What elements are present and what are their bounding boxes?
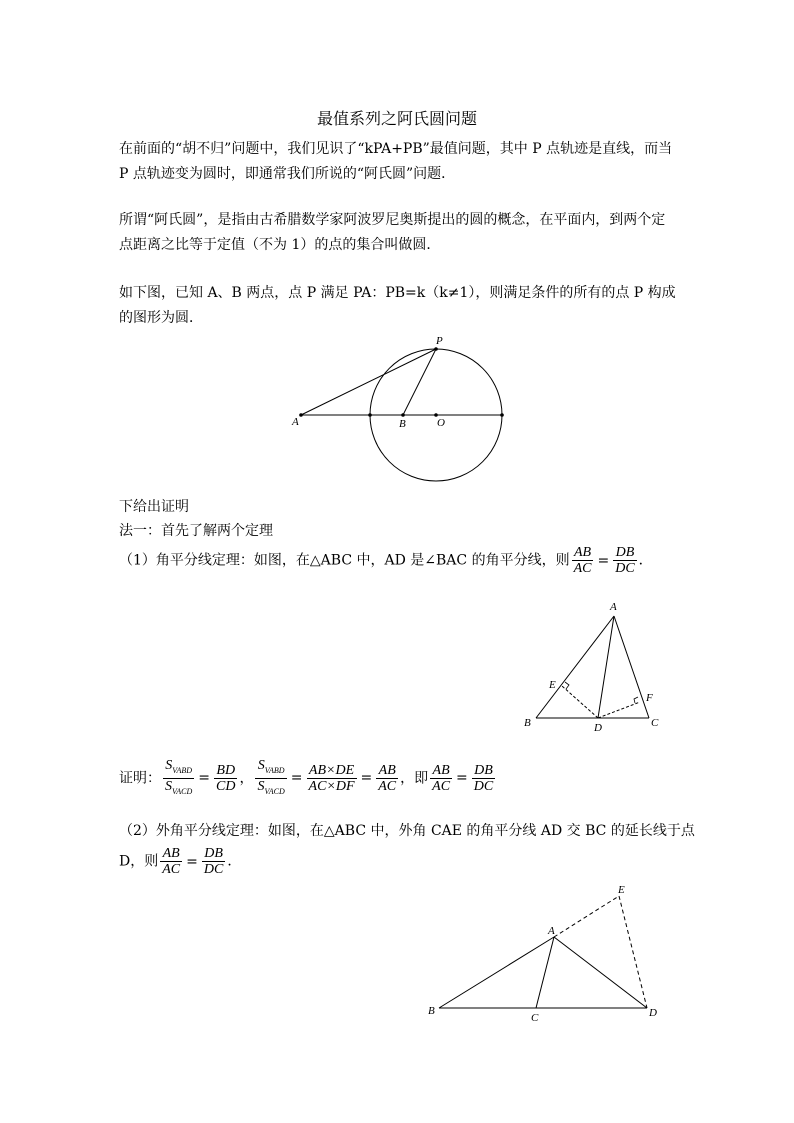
right-angle-f: [634, 697, 638, 703]
side-ab: [439, 937, 554, 1008]
fraction-ab-ac: $\frac{AB}{AC}$: [573, 545, 592, 576]
label-p: P: [436, 335, 443, 347]
perpendicular-df: [598, 702, 640, 718]
side-ac: [614, 616, 649, 718]
label-c: C: [531, 1012, 539, 1024]
label-c: C: [651, 717, 659, 729]
label-b: B: [428, 1005, 435, 1017]
label-e: E: [618, 884, 625, 896]
proof-label: 证明：: [119, 770, 161, 787]
fraction-ab-ac-conclusion: $\frac{AB}{AC}$: [432, 762, 451, 794]
fraction-area-ratio: $\frac{S_{VABD}}{S_{VACD}}$: [165, 758, 193, 796]
bisector-ad: [554, 937, 647, 1008]
method-heading: 法一：首先了解两个定理: [119, 523, 273, 539]
label-a: A: [292, 416, 299, 428]
point-p: [434, 347, 438, 351]
bisector-ad: [598, 616, 614, 718]
point-left-intersection: [368, 413, 372, 417]
proof-heading: 下给出证明: [119, 499, 189, 515]
definition-paragraph: 所谓“阿氏圆”，是指由古希腊数学家阿波罗尼奥斯提出的圆的概念，在平面内，到两个定点距离之比等于定值（不为 1）的点的集合叫做圆．: [119, 212, 666, 253]
point-right-intersection: [500, 413, 504, 417]
side-ab: [536, 616, 614, 718]
intro-paragraph: 在前面的“胡不归”问题中，我们见识了“kPA+PB”最值问题，其中 P 点轨迹是直线，而当 P 点轨迹变为圆时，即通常我们所说的“阿氏圆”问题．: [119, 141, 673, 182]
point-a: [299, 413, 303, 417]
theorem2-line2: D，则 $\frac{AB}{AC}$ = $\frac{DB}{DC}$ ．: [119, 846, 242, 877]
angle-bisector-figure: [518, 598, 668, 736]
side-ac: [536, 937, 554, 1008]
label-a: A: [548, 925, 555, 937]
external-bisector-figure: [418, 882, 678, 1024]
page-title: 最值系列之阿氏圆问题: [316, 109, 477, 128]
example-paragraph: 如下图，已知 A、B 两点，点 P 满足 PA：PB=k（k≠1），则满足条件的所有的点 P 构成的图形为圆．: [119, 285, 676, 326]
perpendicular-de: [562, 686, 598, 718]
right-angle-e: [565, 682, 569, 689]
fraction-area-ratio-2: $\frac{S_{VABD}}{S_{VACD}}$: [257, 758, 285, 796]
theorem1-line: （1）角平分线定理：如图，在△ABC 中，AD 是∠BAC 的角平分线，则 $\frac{AB}{AC}$ = $\frac{DB}{DC}$ ．: [119, 545, 653, 576]
segment-pa: [301, 349, 436, 415]
fraction-ab-ac: $\frac{AB}{AC}$: [378, 762, 397, 794]
label-b: B: [399, 418, 406, 430]
label-e: E: [549, 679, 556, 691]
fraction-db-dc: $\frac{DB}{DC}$: [615, 545, 635, 576]
label-d: D: [649, 1007, 657, 1019]
segment-ed: [619, 896, 647, 1008]
extension-ae: [554, 896, 619, 937]
fraction-db-dc-conclusion: $\frac{DB}{DC}$: [473, 762, 494, 794]
label-f: F: [646, 692, 653, 704]
fraction-db-dc: $\frac{DB}{DC}$: [203, 846, 224, 877]
segment-pb: [403, 349, 436, 415]
fraction-bd-cd: $\frac{BD}{CD}$: [216, 762, 236, 794]
label-a: A: [610, 601, 617, 613]
apollonius-circle-figure: [286, 335, 516, 485]
point-b: [401, 413, 405, 417]
fraction-heights: $\frac{AB\times DE}{AC\times DF}$: [308, 762, 355, 794]
label-d: D: [594, 722, 602, 734]
equals-sign: =: [597, 552, 610, 569]
fraction-ab-ac: $\frac{AB}{AC}$: [162, 846, 181, 877]
theorem1-text: （1）角平分线定理：如图，在△ABC 中，AD 是∠BAC 的角平分线，则: [119, 552, 570, 569]
theorem2-line1: （2）外角平分线定理：如图，在△ABC 中，外角 CAE 的角平分线 AD 交 BC 的延长线于点: [119, 823, 695, 839]
label-o: O: [437, 417, 445, 429]
proof-line: 证明： $\frac{S_{VABD}}{S_{VACD}}$ = $\frac{BD}{CD}$ ， $\frac{S_{VABD}}{S_{VACD}}$ = $\frac{AB\times DE}{AC\times DF}$ = $\frac{AB}{AC}$ ，即 $\frac{AB}{AC}$ = $\frac{DB}{DC}$: [119, 758, 497, 799]
label-b: B: [524, 717, 531, 729]
